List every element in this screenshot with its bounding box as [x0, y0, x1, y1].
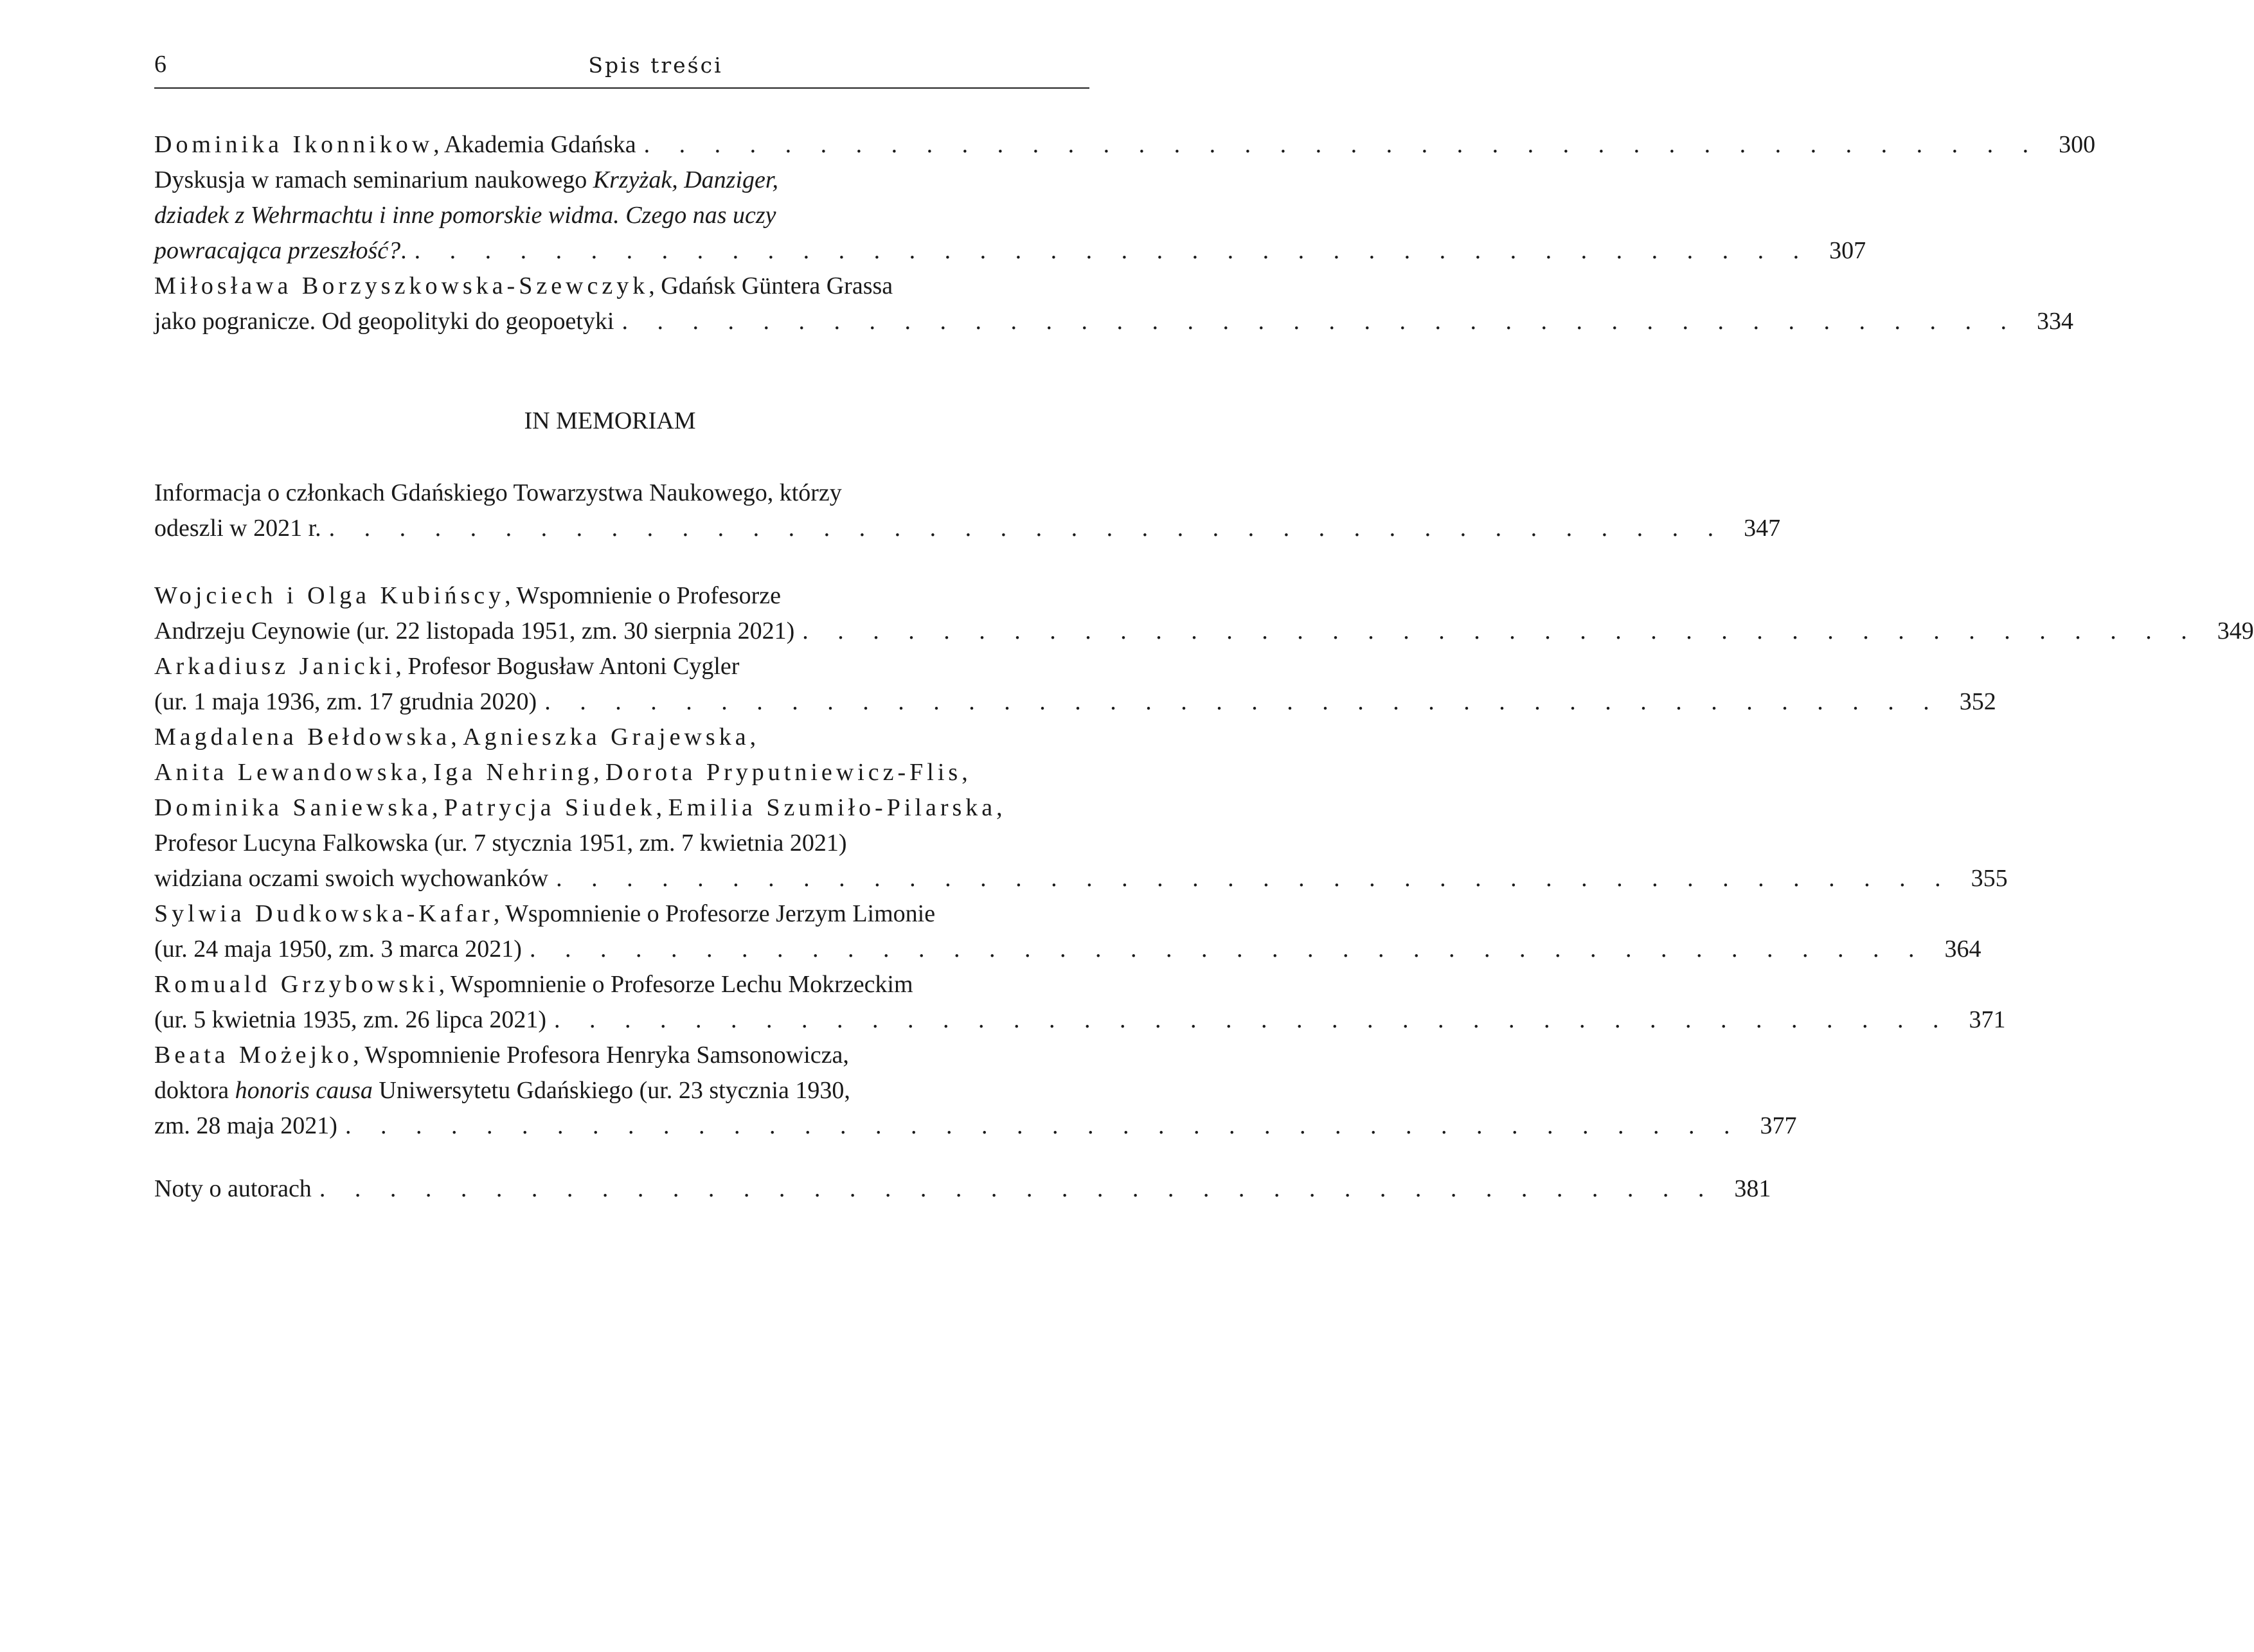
toc-entry-falkowska-authors-3: Dominika Saniewska, Patrycja Siudek, Emilia Szumiło-Pilarska,: [154, 794, 1003, 821]
toc-entry-mozejko: Beata Możejko, Wspomnienie Profesora Henryka Samsonowicza,: [154, 1042, 849, 1069]
entry-title: Wspomnienie o Profesorze Jerzym Limonie: [505, 900, 936, 927]
toc-entry-borzyszkowska: Miłosława Borzyszkowska-Szewczyk, Gdańsk Güntera Grassa: [154, 272, 893, 299]
toc-entry-dyskusja-line2: dziadek z Wehrmachtu i inne pomorskie widma. Czego nas uczy: [154, 202, 776, 229]
entry-title: Wspomnienie o Profesorze: [516, 582, 781, 609]
toc-entry-informacja-line2: odeszli w 2021 r. . . . . . . . . . . . . . . . . . . . . . . . . . . . . . . . . . . . . . . . . 347: [154, 511, 1066, 546]
toc-entry-mozejko-line3: zm. 28 maja 2021) . . . . . . . . . . . . . . . . . . . . . . . . . . . . . . . . . . . . . . . . 377: [154, 1108, 1066, 1144]
toc-block-4: [154, 1171, 1771, 1207]
page-ref: 347: [1744, 515, 1781, 542]
toc-entry-grzybowski-line2: (ur. 5 kwietnia 1935, zm. 26 lipca 2021) . . . . . . . . . . . . . . . . . . . . . . . . . . . . . . . . . . . . . . . . 371: [154, 1002, 1066, 1038]
toc-entry-noty: Noty o autorach . . . . . . . . . . . . . . . . . . . . . . . . . . . . . . . . . . . . . . . . 381: [154, 1171, 1066, 1207]
toc-block-1: [154, 127, 2096, 339]
toc-entry-dudkowska: Sylwia Dudkowska-Kafar, Wspomnienie o Profesorze Jerzym Limonie: [154, 900, 936, 927]
entry-author: Romuald Grzybowski: [154, 971, 439, 998]
entry-author: Beata Możejko: [154, 1042, 353, 1069]
toc-entry-kubinscy: Wojciech i Olga Kubińscy, Wspomnienie o Profesorze: [154, 582, 781, 609]
page-ref: 307: [1829, 237, 1866, 264]
page-ref: 300: [2059, 131, 2096, 158]
dot-leader: . . . . . . . . . . . . . . . . . . . . . . . . . . . . . . . . . . . . . . . .: [529, 936, 1926, 963]
entry-title: Profesor Bogusław Antoni Cygler: [407, 653, 740, 680]
toc-block-2: [154, 475, 1781, 546]
entry-author: Wojciech i Olga Kubińscy: [154, 582, 505, 609]
toc-entry-ikonnikow: Dominika Ikonnikow, Akademia Gdańska . . . . . . . . . . . . . . . . . . . . . . . . . . . . . . . . . . . . . . . . 300: [154, 127, 1066, 163]
entry-title: Wspomnienie Profesora Henryka Samsonowicza,: [364, 1042, 849, 1069]
header-rule: [154, 87, 1089, 89]
toc-entry-dudkowska-line2: (ur. 24 maja 1950, zm. 3 marca 2021) . . . . . . . . . . . . . . . . . . . . . . . . . . . . . . . . . . . . . . . . 364: [154, 932, 1066, 967]
page-ref: 377: [1760, 1112, 1797, 1139]
entry-author: Sylwia Dudkowska-Kafar: [154, 900, 494, 927]
toc-entry-dyskusja: Dyskusja w ramach seminarium naukowego Krzyżak, Danziger,: [154, 166, 778, 193]
section-title: IN MEMORIAM: [524, 407, 696, 434]
toc-entry-informacja: Informacja o członkach Gdańskiego Towarzystwa Naukowego, którzy: [154, 479, 842, 506]
page-ref: 352: [1959, 688, 1996, 715]
entry-author: Arkadiusz Janicki: [154, 653, 396, 680]
entry-author: Miłosława Borzyszkowska-Szewczyk: [154, 272, 649, 299]
entry-title: Gdańsk Güntera Grassa: [661, 272, 893, 299]
page-ref: 349: [2217, 617, 2254, 644]
page-ref: 381: [1734, 1175, 1771, 1202]
dot-leader: . . . . . . . . . . . . . . . . . . . . . . . . . . . . . . . . . . . . . . . .: [554, 1006, 1951, 1033]
page-ref: 371: [1969, 1006, 2006, 1033]
toc-entry-janicki-line2: (ur. 1 maja 1936, zm. 17 grudnia 2020) . . . . . . . . . . . . . . . . . . . . . . . . . . . . . . . . . . . . . . . . 352: [154, 684, 1066, 720]
toc-entry-falkowska-authors-1: Magdalena Bełdowska, Agnieszka Grajewska,: [154, 724, 756, 751]
toc-entry-kubinscy-line2: Andrzeju Ceynowie (ur. 22 listopada 1951, zm. 30 sierpnia 2021) . . . . . . . . . . . . . . . . . . . . . . . . . . . . . . . . . . . . . . . . 349: [154, 614, 1066, 649]
entry-author: Dominika Ikonnikow: [154, 131, 434, 158]
dot-leader: . . . . . . . . . . . . . . . . . . . . . . . . . . . . . . . . . . . . . . . .: [414, 237, 1811, 264]
dot-leader: . . . . . . . . . . . . . . . . . . . . . . . . . . . . . . . . . . . . . . . .: [556, 865, 1953, 892]
entry-title: Akademia Gdańska: [444, 131, 636, 158]
dot-leader: . . . . . . . . . . . . . . . . . . . . . . . . . . . . . . . . . . . . . . . .: [328, 515, 1726, 542]
dot-leader: . . . . . . . . . . . . . . . . . . . . . . . . . . . . . . . . . . . . . . . .: [319, 1175, 1716, 1202]
dot-leader: . . . . . . . . . . . . . . . . . . . . . . . . . . . . . . . . . . . . . . . .: [544, 688, 1941, 715]
dot-leader: . . . . . . . . . . . . . . . . . . . . . . . . . . . . . . . . . . . . . . . .: [643, 131, 2041, 158]
toc-entry-grzybowski: Romuald Grzybowski, Wspomnienie o Profesorze Lechu Mokrzeckim: [154, 971, 913, 998]
dot-leader: . . . . . . . . . . . . . . . . . . . . . . . . . . . . . . . . . . . . . . . .: [802, 617, 2199, 644]
running-head: Spis treści: [588, 53, 723, 78]
toc-entry-janicki: Arkadiusz Janicki, Profesor Bogusław Antoni Cygler: [154, 653, 740, 680]
entry-title: Wspomnienie o Profesorze Lechu Mokrzeckim: [450, 971, 913, 998]
toc-entry-borzyszkowska-line2: jako pogranicze. Od geopolityki do geopoetyki . . . . . . . . . . . . . . . . . . . . . . . . . . . . . . . . . . . . . . . . 334: [154, 304, 1066, 339]
page-number: 6: [154, 51, 166, 78]
dot-leader: . . . . . . . . . . . . . . . . . . . . . . . . . . . . . . . . . . . . . . . .: [622, 308, 2018, 335]
toc-entry-falkowska-title: Profesor Lucyna Falkowska (ur. 7 stycznia 1951, zm. 7 kwietnia 2021): [154, 830, 847, 857]
page-ref: 334: [2037, 308, 2073, 335]
page-ref: 355: [1971, 865, 2008, 892]
toc-entry-mozejko-line2: doktora honoris causa Uniwersytetu Gdańskiego (ur. 23 stycznia 1930,: [154, 1077, 850, 1104]
dot-leader: . . . . . . . . . . . . . . . . . . . . . . . . . . . . . . . . . . . . . . . .: [344, 1112, 1742, 1139]
page-ref: 364: [1944, 936, 1981, 963]
toc-block-3: [154, 578, 2254, 1144]
toc-entry-falkowska-title-line2: widziana oczami swoich wychowanków . . . . . . . . . . . . . . . . . . . . . . . . . . . . . . . . . . . . . . . . 355: [154, 861, 1066, 896]
toc-entry-dyskusja-line3: powracająca przeszłość?. . . . . . . . . . . . . . . . . . . . . . . . . . . . . . . . . . . . . . . . . 307: [154, 233, 1066, 269]
toc-entry-falkowska-authors-2: Anita Lewandowska, Iga Nehring, Dorota Pryputniewicz-Flis,: [154, 759, 968, 786]
